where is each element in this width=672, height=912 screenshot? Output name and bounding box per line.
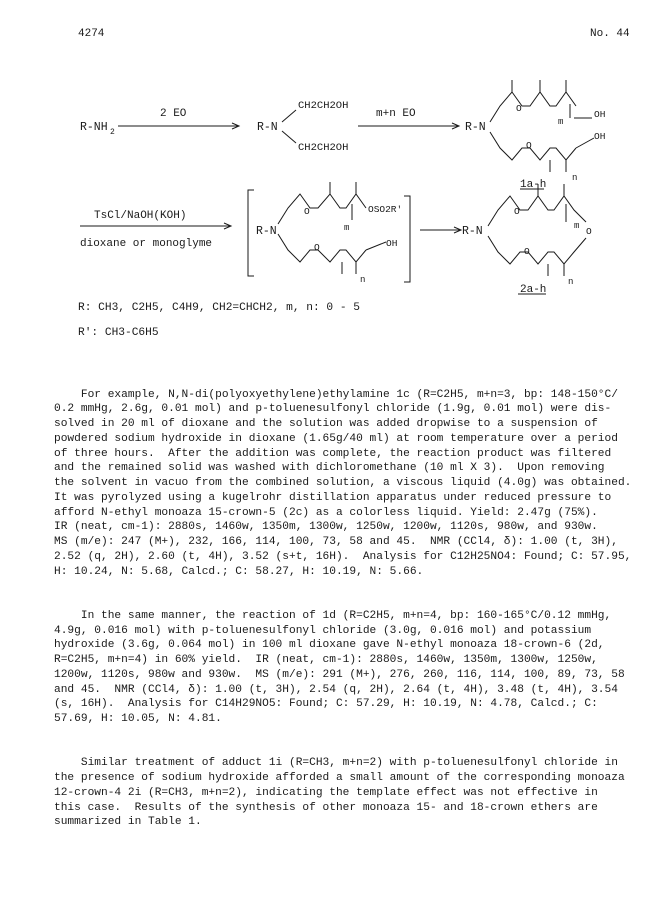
poly-oh-bottom: OH bbox=[594, 131, 606, 142]
paragraph-1: For example, N,N-di(polyoxyethylene)ethylamine 1c (R=C2H5, m+n=3, bp: 148-150°C/ 0.2 mmHg, 2.6g, 0.01 mol) and p-toluenesulfonyl chloride (1.9g, 0.01 mol) were dis- solved in 20 ml of dioxane and the solution was added dropwise to a suspension of powdered sodium hydroxide in dioxane (1.65g/40 ml) at room temperature over a period of three hours. After the addition was complete, the reaction product was filtered and the remained solid was washed with dichloromethane (10 ml X 3). Upon removing the solvent in vacuo from the combined solution, a viscous liquid (4.0g) was obtained. It was pyrolyzed using a kugelrohr distillation apparatus under reduced pressure to afford N-ethyl monoaza 15-crown-5 (2c) as a colorless liquid. Yield: 2.47g (75%). IR (neat, cm-1): 2880s, 1460w, 1350m, 1300w, 1250w, 1200w, 1120s, 980w, and 930w. MS (m/e): 247 (M+), 232, 166, 114, 100, 73, 58 and 45. NMR (CCl4, δ): 1.00 (t, 3H), 2.52 (q, 2H), 2.60 (t, 4H), 3.52 (s+t, 16H). Analysis for C12H25NO4: Found; C: 57.95, H: 10.24, N: 5.68, Calcd.; C: 58.27, H: 10.19, N: 5.66. bbox=[54, 388, 632, 578]
poly-chain-bottom bbox=[490, 132, 576, 160]
reagent-eo: m+n EO bbox=[376, 108, 416, 120]
poly-o-top: O bbox=[516, 103, 522, 114]
compound-label-2: 2a-h bbox=[520, 284, 547, 296]
diol-bond-top bbox=[282, 110, 296, 122]
ts-oh: OH bbox=[386, 238, 398, 249]
rprime-definition: R': CH3-C6H5 bbox=[78, 327, 159, 339]
ts-chain-bottom bbox=[278, 234, 366, 262]
ts-group: OSO2R' bbox=[368, 204, 403, 215]
ts-n: n bbox=[360, 275, 366, 285]
paragraph-3: Similar treatment of adduct 1i (R=CH3, m+n=2) with p-toluenesulfonyl chloride in the presence of sodium hydroxide afforded a small amount of the corresponding monoaza 12-crown-4 2i (R=CH3, m+n=2), indicating the template effect was not effective in this case. Results of the synthesis of other monoaza 15- and 18-crown ethers are summarized in Table 1. bbox=[54, 757, 625, 829]
diol-bond-bottom bbox=[282, 131, 296, 143]
crown-nitrogen: R-N bbox=[462, 225, 483, 238]
r-definition: R: CH3, C2H5, C4H9, CH2=CHCH2, m, n: 0 - 5 bbox=[78, 302, 360, 314]
crown-chain-top bbox=[488, 196, 586, 226]
journal-issue: No. 44 bbox=[590, 28, 630, 40]
poly-nitrogen: R-N bbox=[465, 121, 486, 134]
bracket-right bbox=[404, 196, 410, 282]
crown-n: n bbox=[568, 277, 574, 287]
article-body bbox=[54, 358, 644, 845]
paragraph-2: In the same manner, the reaction of 1d (R=C2H5, m+n=4, bp: 160-165°C/0.12 mmHg, 4.9g, 0.016 mol) with p-toluenesulfonyl chloride (3.0g, 0.016 mol) and potassium hydroxide (3.6g, 0.064 mol) in 100 ml dioxane gave N-ethyl monoaza 18-crown-6 (2d, R=C2H5, m+n=4) in 60% yield. IR (neat, cm-1): 2880s, 1460w, 1350m, 1300w, 1250w, 1200w, 1120s, 980w and 930w. MS (m/e): 291 (M+), 276, 260, 116, 114, 100, 89, 73, 58 and 45. NMR (CCl4, δ): 1.00 (t, 3H), 2.54 (q, 2H), 2.64 (t, 4H), 3.48 (t, 4H), 3.54 (s, 16H). Analysis for C14H29NO5: Found; C: 57.29, H: 10.19, N: 4.78, Calcd.; C: 57.69, H: 10.05, N: 4.81. bbox=[54, 609, 625, 725]
crown-chain-bottom bbox=[488, 236, 586, 264]
reagent-solvent: dioxane or monoglyme bbox=[80, 238, 213, 250]
bracket-left bbox=[248, 190, 254, 276]
diol-top-chain: CH2CH2OH bbox=[298, 100, 349, 112]
crown-o-bottom: O bbox=[524, 246, 530, 257]
diol-nitrogen: R-N bbox=[257, 121, 278, 134]
poly-n: n bbox=[572, 173, 578, 183]
crown-ring-o: O bbox=[586, 226, 592, 237]
diol-bottom-chain: CH2CH2OH bbox=[298, 142, 349, 154]
crown-m: m bbox=[574, 221, 580, 231]
poly-o-bottom: O bbox=[526, 140, 532, 151]
start-amine-sub: 2 bbox=[110, 128, 115, 137]
reagent-2eo: 2 EO bbox=[160, 108, 187, 120]
page-number: 4274 bbox=[78, 28, 105, 40]
start-amine: R-NH bbox=[80, 121, 108, 134]
ts-o-bottom: O bbox=[314, 242, 320, 253]
reaction-scheme bbox=[0, 0, 672, 300]
ts-o: O bbox=[304, 206, 310, 217]
ts-oh-bond bbox=[366, 242, 386, 250]
reagent-tscl: TsCl/NaOH(KOH) bbox=[94, 210, 187, 222]
oh-bond-bottom bbox=[576, 138, 594, 148]
ts-nitrogen: R-N bbox=[256, 225, 277, 238]
ts-m: m bbox=[344, 223, 350, 233]
compound-label-1: 1a-h bbox=[520, 179, 547, 191]
ts-chain-top bbox=[278, 194, 366, 224]
poly-oh-top: OH bbox=[594, 109, 606, 120]
crown-o-top: O bbox=[514, 206, 520, 217]
poly-m: m bbox=[558, 117, 564, 127]
